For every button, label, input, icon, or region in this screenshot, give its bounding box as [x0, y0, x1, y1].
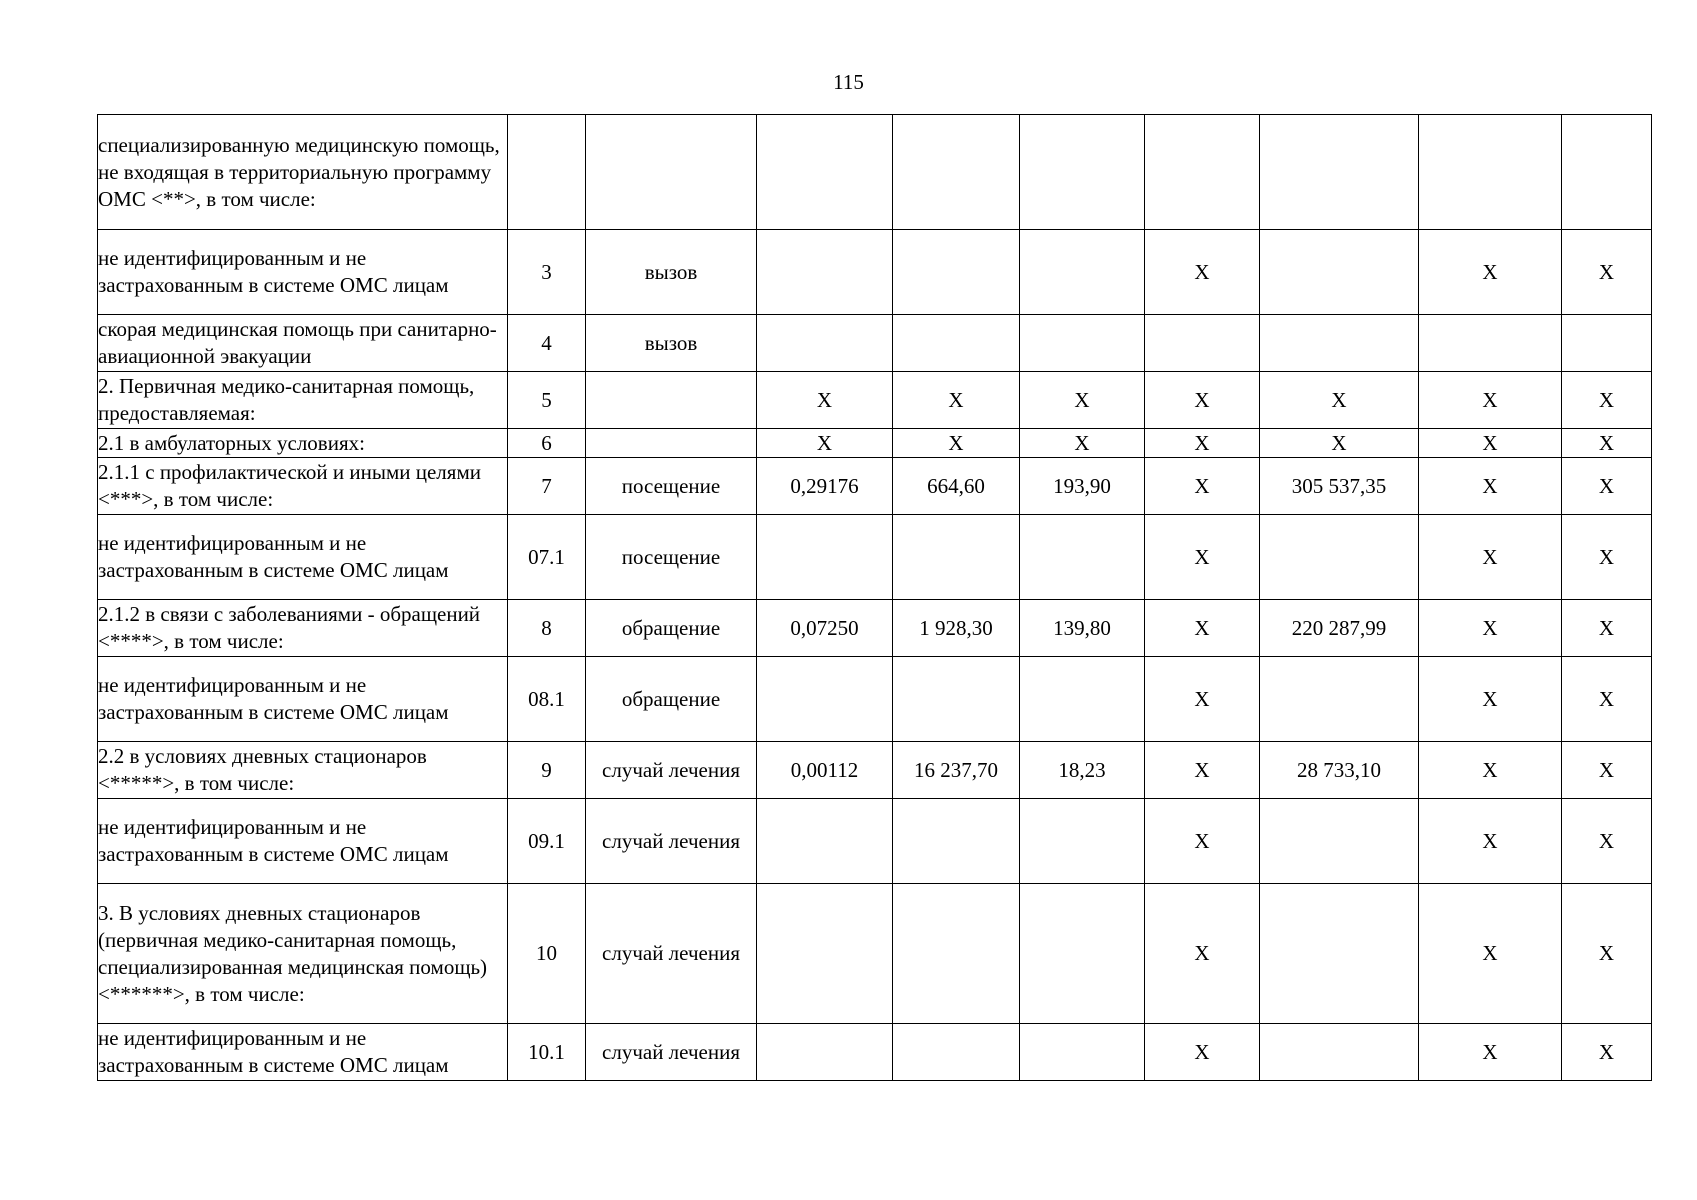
value-cell-3 — [1020, 315, 1145, 372]
value-cell-3 — [1020, 884, 1145, 1024]
value-cell-7 — [1562, 115, 1652, 230]
value-cell-4: X — [1145, 372, 1260, 429]
row-number: 7 — [508, 458, 586, 515]
value-cell-6: X — [1419, 799, 1562, 884]
row-number: 09.1 — [508, 799, 586, 884]
unit-cell: посещение — [586, 515, 757, 600]
table-row — [98, 799, 1652, 884]
value-cell-7: X — [1562, 657, 1652, 742]
value-cell-6: X — [1419, 600, 1562, 657]
unit-cell — [586, 115, 757, 230]
value-cell-2 — [893, 230, 1020, 315]
value-cell-5 — [1260, 657, 1419, 742]
value-cell-3: 18,23 — [1020, 742, 1145, 799]
value-cell-2 — [893, 884, 1020, 1024]
value-cell-3 — [1020, 230, 1145, 315]
table-row — [98, 315, 1652, 372]
value-cell-6 — [1419, 115, 1562, 230]
value-cell-4: X — [1145, 429, 1260, 458]
row-number: 6 — [508, 429, 586, 458]
value-cell-7: X — [1562, 600, 1652, 657]
row-number: 5 — [508, 372, 586, 429]
value-cell-6: X — [1419, 429, 1562, 458]
value-cell-7: X — [1562, 515, 1652, 600]
value-cell-1 — [757, 115, 893, 230]
unit-cell: посещение — [586, 458, 757, 515]
value-cell-3 — [1020, 657, 1145, 742]
row-number: 8 — [508, 600, 586, 657]
row-description: не идентифицированным и не застрахованным в системе ОМС лицам — [98, 515, 508, 600]
row-description: не идентифицированным и не застрахованным в системе ОМС лицам — [98, 230, 508, 315]
table-row — [98, 429, 1652, 458]
value-cell-4: X — [1145, 742, 1260, 799]
row-description: 2.1.1 с профилактической и иными целями <***>, в том числе: — [98, 458, 508, 515]
value-cell-7 — [1562, 315, 1652, 372]
value-cell-6 — [1419, 315, 1562, 372]
table-row — [98, 1024, 1652, 1081]
value-cell-2 — [893, 1024, 1020, 1081]
table-row — [98, 230, 1652, 315]
value-cell-2: 16 237,70 — [893, 742, 1020, 799]
value-cell-1 — [757, 1024, 893, 1081]
unit-cell: случай лечения — [586, 884, 757, 1024]
row-number: 3 — [508, 230, 586, 315]
row-description: 2.2 в условиях дневных стационаров <*****>, в том числе: — [98, 742, 508, 799]
value-cell-1: X — [757, 372, 893, 429]
table-row — [98, 515, 1652, 600]
value-cell-4: X — [1145, 458, 1260, 515]
value-cell-3: 139,80 — [1020, 600, 1145, 657]
value-cell-3: X — [1020, 372, 1145, 429]
value-cell-6: X — [1419, 1024, 1562, 1081]
value-cell-7: X — [1562, 230, 1652, 315]
value-cell-6: X — [1419, 458, 1562, 515]
value-cell-7: X — [1562, 372, 1652, 429]
row-description: 2. Первичная медико-санитарная помощь, предоставляемая: — [98, 372, 508, 429]
value-cell-7: X — [1562, 799, 1652, 884]
unit-cell: случай лечения — [586, 1024, 757, 1081]
row-description: скорая медицинская помощь при санитарно-авиационной эвакуации — [98, 315, 508, 372]
value-cell-3: X — [1020, 429, 1145, 458]
value-cell-1: 0,07250 — [757, 600, 893, 657]
value-cell-6: X — [1419, 657, 1562, 742]
value-cell-4: X — [1145, 515, 1260, 600]
value-cell-5: 305 537,35 — [1260, 458, 1419, 515]
value-cell-6: X — [1419, 230, 1562, 315]
value-cell-7: X — [1562, 429, 1652, 458]
value-cell-5 — [1260, 230, 1419, 315]
table-row — [98, 372, 1652, 429]
row-description: не идентифицированным и не застрахованным в системе ОМС лицам — [98, 657, 508, 742]
value-cell-1 — [757, 657, 893, 742]
row-description: не идентифицированным и не застрахованным в системе ОМС лицам — [98, 799, 508, 884]
table-row — [98, 115, 1652, 230]
value-cell-6: X — [1419, 742, 1562, 799]
value-cell-2 — [893, 799, 1020, 884]
value-cell-2 — [893, 657, 1020, 742]
row-number — [508, 115, 586, 230]
value-cell-6: X — [1419, 884, 1562, 1024]
unit-cell — [586, 372, 757, 429]
table-row — [98, 657, 1652, 742]
value-cell-5 — [1260, 315, 1419, 372]
value-cell-1 — [757, 315, 893, 372]
unit-cell: обращение — [586, 600, 757, 657]
value-cell-5: X — [1260, 429, 1419, 458]
unit-cell: случай лечения — [586, 799, 757, 884]
value-cell-1 — [757, 884, 893, 1024]
value-cell-4: X — [1145, 657, 1260, 742]
row-description: специализированную медицинскую помощь, не входящая в территориальную программу ОМС <**>, в том числе: — [98, 115, 508, 230]
row-number: 08.1 — [508, 657, 586, 742]
value-cell-2: X — [893, 372, 1020, 429]
value-cell-4: X — [1145, 799, 1260, 884]
value-cell-5: 220 287,99 — [1260, 600, 1419, 657]
unit-cell: случай лечения — [586, 742, 757, 799]
row-description: не идентифицированным и не застрахованным в системе ОМС лицам — [98, 1024, 508, 1081]
value-cell-7: X — [1562, 884, 1652, 1024]
row-number: 10.1 — [508, 1024, 586, 1081]
value-cell-1: 0,00112 — [757, 742, 893, 799]
value-cell-4: X — [1145, 884, 1260, 1024]
value-cell-2 — [893, 515, 1020, 600]
value-cell-2 — [893, 315, 1020, 372]
row-description: 2.1.2 в связи с заболеваниями - обращений <****>, в том числе: — [98, 600, 508, 657]
row-number: 07.1 — [508, 515, 586, 600]
value-cell-5: X — [1260, 372, 1419, 429]
unit-cell: вызов — [586, 230, 757, 315]
value-cell-1 — [757, 799, 893, 884]
value-cell-5 — [1260, 115, 1419, 230]
value-cell-3 — [1020, 1024, 1145, 1081]
unit-cell: вызов — [586, 315, 757, 372]
value-cell-1: X — [757, 429, 893, 458]
table-row — [98, 600, 1652, 657]
value-cell-6: X — [1419, 372, 1562, 429]
value-cell-7: X — [1562, 458, 1652, 515]
row-number: 9 — [508, 742, 586, 799]
row-description: 2.1 в амбулаторных условиях: — [98, 429, 508, 458]
value-cell-7: X — [1562, 1024, 1652, 1081]
table-row — [98, 884, 1652, 1024]
value-cell-5 — [1260, 515, 1419, 600]
unit-cell: обращение — [586, 657, 757, 742]
value-cell-2: 664,60 — [893, 458, 1020, 515]
medical-care-table — [97, 114, 1652, 1081]
value-cell-3 — [1020, 515, 1145, 600]
value-cell-5 — [1260, 799, 1419, 884]
value-cell-3: 193,90 — [1020, 458, 1145, 515]
table-row — [98, 458, 1652, 515]
value-cell-3 — [1020, 799, 1145, 884]
value-cell-4: X — [1145, 230, 1260, 315]
value-cell-5 — [1260, 1024, 1419, 1081]
value-cell-4: X — [1145, 1024, 1260, 1081]
table-row — [98, 742, 1652, 799]
page-number: 115 — [833, 70, 864, 94]
value-cell-4 — [1145, 315, 1260, 372]
row-description: 3. В условиях дневных стационаров (первичная медико-санитарная помощь, специализированная медицинская помощь) <******>, в том числе: — [98, 884, 508, 1024]
unit-cell — [586, 429, 757, 458]
value-cell-4: X — [1145, 600, 1260, 657]
row-number: 10 — [508, 884, 586, 1024]
value-cell-3 — [1020, 115, 1145, 230]
value-cell-1 — [757, 230, 893, 315]
value-cell-2 — [893, 115, 1020, 230]
value-cell-1 — [757, 515, 893, 600]
value-cell-4 — [1145, 115, 1260, 230]
row-number: 4 — [508, 315, 586, 372]
value-cell-2: 1 928,30 — [893, 600, 1020, 657]
value-cell-6: X — [1419, 515, 1562, 600]
value-cell-2: X — [893, 429, 1020, 458]
value-cell-5: 28 733,10 — [1260, 742, 1419, 799]
value-cell-5 — [1260, 884, 1419, 1024]
value-cell-1: 0,29176 — [757, 458, 893, 515]
value-cell-7: X — [1562, 742, 1652, 799]
